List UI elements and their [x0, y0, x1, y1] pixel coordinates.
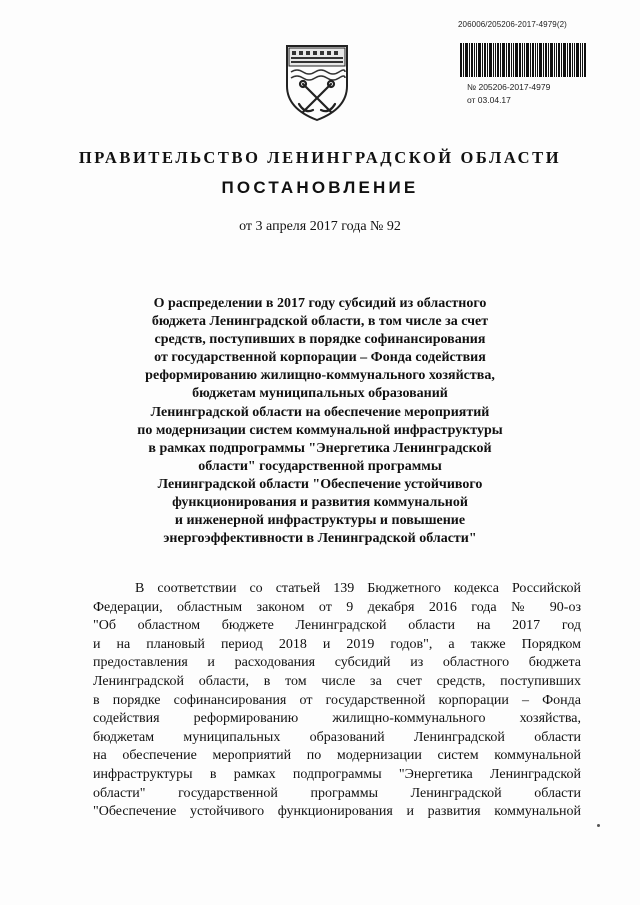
registration-number: № 205206-2017-4979 [467, 82, 551, 92]
body-line: бюджетам муниципальных образований Ленинградской области [93, 729, 581, 745]
registration-code: 206006/205206-2017-4979(2) [458, 20, 567, 29]
subject-line: функционирования и развития коммунальной [172, 495, 468, 511]
subject-line: бюджета Ленинградской области, в том числе за счет [151, 314, 489, 330]
subject-line: реформированию жилищно-коммунального хозяйства, [145, 368, 495, 384]
document-date-number: от 3 апреля 2017 года № 92 [239, 219, 401, 234]
barcode-icon [460, 43, 586, 77]
registration-date: от 03.04.17 [467, 95, 511, 105]
body-line: Ленинградской области, в том числе за счет средств, поступивших [93, 673, 581, 689]
body-line: "Обеспечение устойчивого функционирования и развития коммунальной [93, 804, 581, 820]
government-title: ПРАВИТЕЛЬСТВО ЛЕНИНГРАДСКОЙ ОБЛАСТИ [78, 148, 562, 167]
body-line: на обеспечение мероприятий по модернизации систем коммунальной [93, 748, 581, 764]
subject-line: Ленинградской области "Обеспечение устойчивого [157, 476, 483, 492]
body-line: содействия реформированию жилищно-коммунального хозяйства, [93, 711, 581, 727]
body-line: Федерации, областным законом от 9 декабря 2016 года № 90-оз [93, 599, 581, 615]
subject-line: бюджетам муниципальных образований [192, 386, 448, 402]
subject-line: и инженерной инфраструктуры и повышение [174, 513, 466, 529]
subject-line: по модернизации систем коммунальной инфраструктуры [137, 422, 503, 438]
body-line: и на плановый период 2018 и 2019 годов", а также Порядком [93, 636, 581, 652]
body-line: области" государственной программы Ленинградской области [93, 785, 581, 801]
subject-line: средств, поступивших в порядке софинансирования [154, 332, 486, 348]
leningrad-oblast-coat-of-arms-icon [283, 42, 351, 122]
subject-line: Ленинградской области на обеспечение мероприятий [150, 404, 490, 420]
scan-speck [597, 824, 600, 827]
subject-line: области" государственной программы [198, 458, 442, 474]
subject-line: энергоэффективности в Ленинградской области" [163, 531, 477, 547]
body-line: предоставления и расходования субсидий из областного бюджета [93, 655, 581, 671]
body-line: в порядке софинансирования от государственной корпорации – Фонда [93, 692, 581, 708]
subject-line: от государственной корпорации – Фонда содействия [154, 350, 486, 366]
document-type: ПОСТАНОВЛЕНИЕ [221, 178, 419, 197]
subject-line: О распределении в 2017 году субсидий из областного [153, 296, 487, 311]
body-paragraph [93, 580, 581, 822]
subject-line: в рамках подпрограммы "Энергетика Ленинградской [148, 440, 492, 456]
body-line: инфраструктуры в рамках подпрограммы "Энергетика Ленинградской [93, 766, 581, 782]
body-line: "Об областном бюджете Ленинградской области на 2017 год [93, 618, 581, 634]
body-line: В соответствии со статьей 139 Бюджетного кодекса Российской [135, 581, 581, 596]
document-subject [120, 295, 520, 548]
